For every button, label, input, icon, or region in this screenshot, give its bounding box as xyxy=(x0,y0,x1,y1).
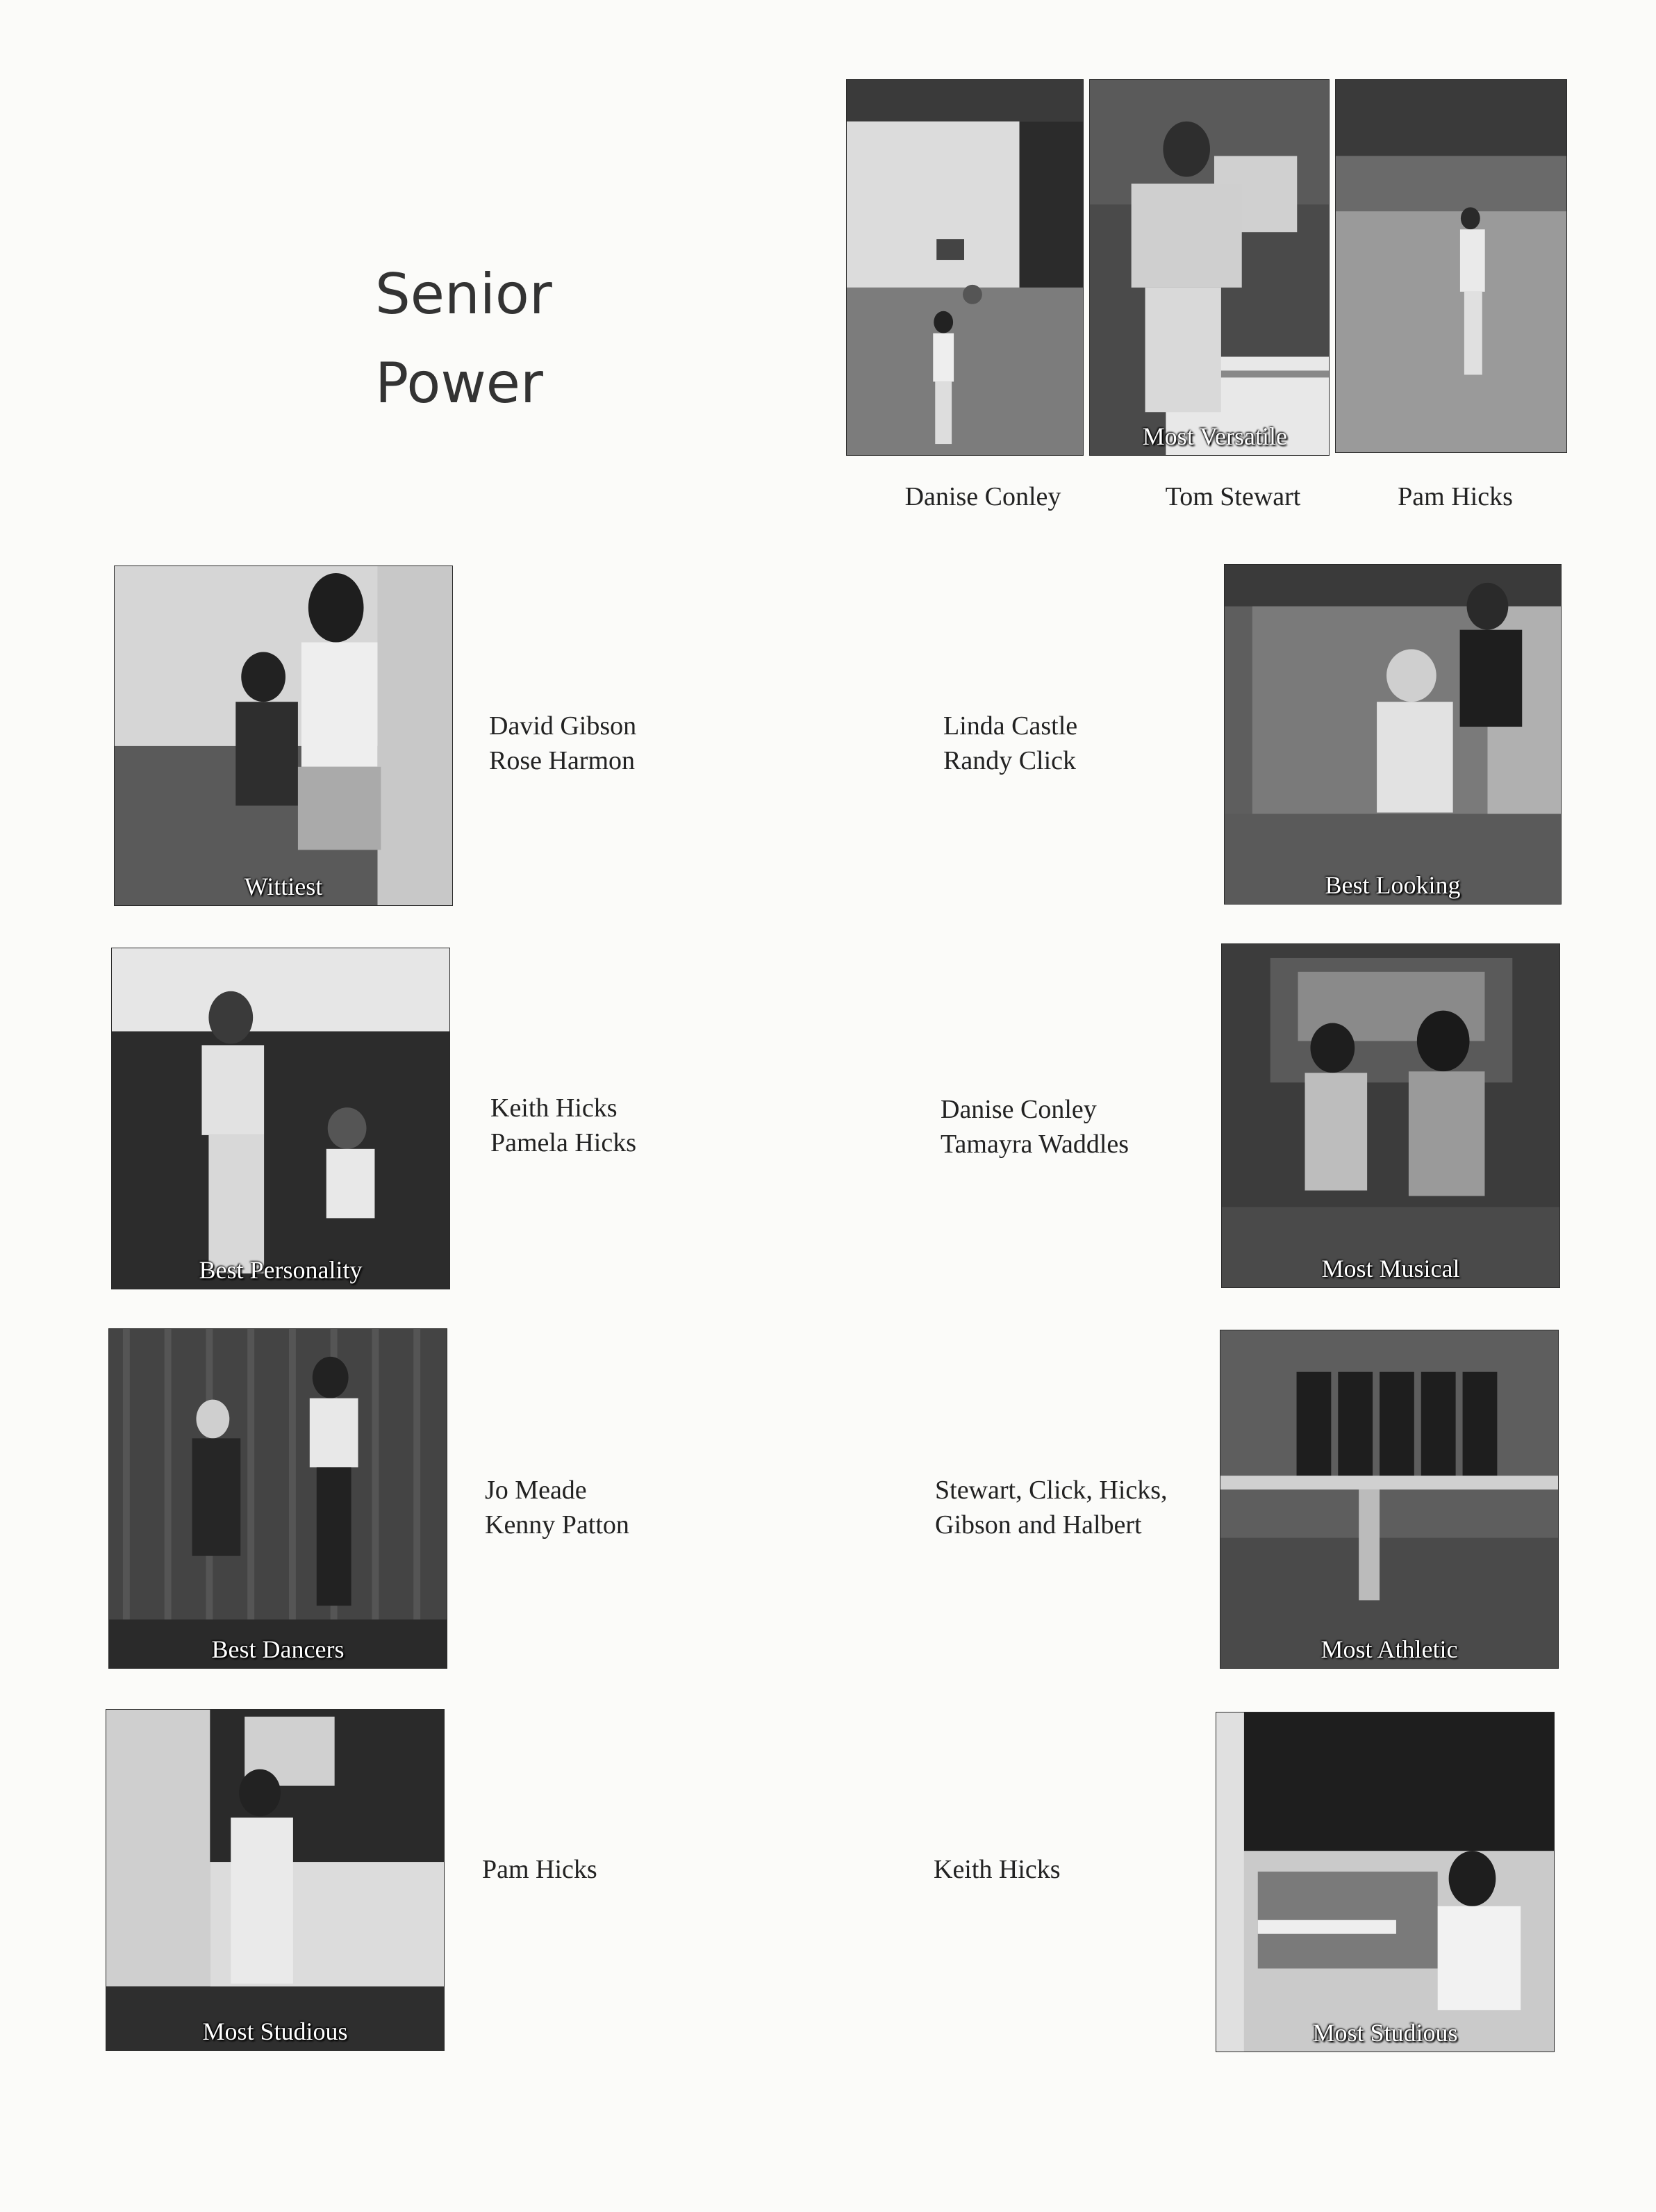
award-names-most-studious-2: Keith Hicks xyxy=(934,1855,1061,1884)
page-title xyxy=(375,250,552,428)
title-line-1: Senior xyxy=(375,262,552,327)
photo-best-dancers xyxy=(108,1328,447,1669)
photo-most-studious-keith xyxy=(1216,1712,1555,2052)
photo-caption-wittiest: Wittiest xyxy=(244,873,323,900)
photo-wittiest xyxy=(114,566,453,906)
top-name-3: Pam Hicks xyxy=(1398,482,1513,511)
photo-best-looking xyxy=(1224,564,1562,905)
award-names-most-studious-1: Pam Hicks xyxy=(482,1855,597,1884)
photo-best-personality xyxy=(111,948,450,1289)
photo-caption-most-studious-2: Most Studious xyxy=(1312,2019,1458,2047)
photo-danise-conley xyxy=(846,79,1084,456)
award-names-best-looking: Linda Castle Randy Click xyxy=(943,711,1078,775)
photo-tom-stewart xyxy=(1089,79,1330,456)
photo-caption-best-personality: Best Personality xyxy=(199,1256,363,1284)
photo-most-musical xyxy=(1221,943,1560,1288)
title-line-2: Power xyxy=(375,351,543,415)
photo-caption-most-musical: Most Musical xyxy=(1321,1255,1460,1282)
award-names-best-dancers: Jo Meade Kenny Patton xyxy=(485,1476,629,1540)
photo-caption-best-looking: Best Looking xyxy=(1325,871,1461,899)
award-names-best-personality: Keith Hicks Pamela Hicks xyxy=(490,1093,637,1157)
award-names-wittiest: David Gibson Rose Harmon xyxy=(489,711,637,775)
photo-most-studious-pam xyxy=(106,1709,445,2051)
photo-pam-hicks xyxy=(1335,79,1567,453)
award-names-most-musical: Danise Conley Tamayra Waddles xyxy=(941,1095,1129,1159)
top-name-1: Danise Conley xyxy=(904,482,1061,511)
photo-caption-most-studious-1: Most Studious xyxy=(202,2017,348,2045)
award-names-most-athletic: Stewart, Click, Hicks, Gibson and Halbert xyxy=(935,1476,1168,1540)
top-name-2: Tom Stewart xyxy=(1165,482,1301,511)
photo-caption-best-dancers: Best Dancers xyxy=(211,1635,345,1663)
photo-caption-most-versatile: Most Versatile xyxy=(1142,422,1287,450)
photo-most-athletic xyxy=(1220,1330,1559,1669)
photo-caption-most-athletic: Most Athletic xyxy=(1320,1635,1458,1663)
